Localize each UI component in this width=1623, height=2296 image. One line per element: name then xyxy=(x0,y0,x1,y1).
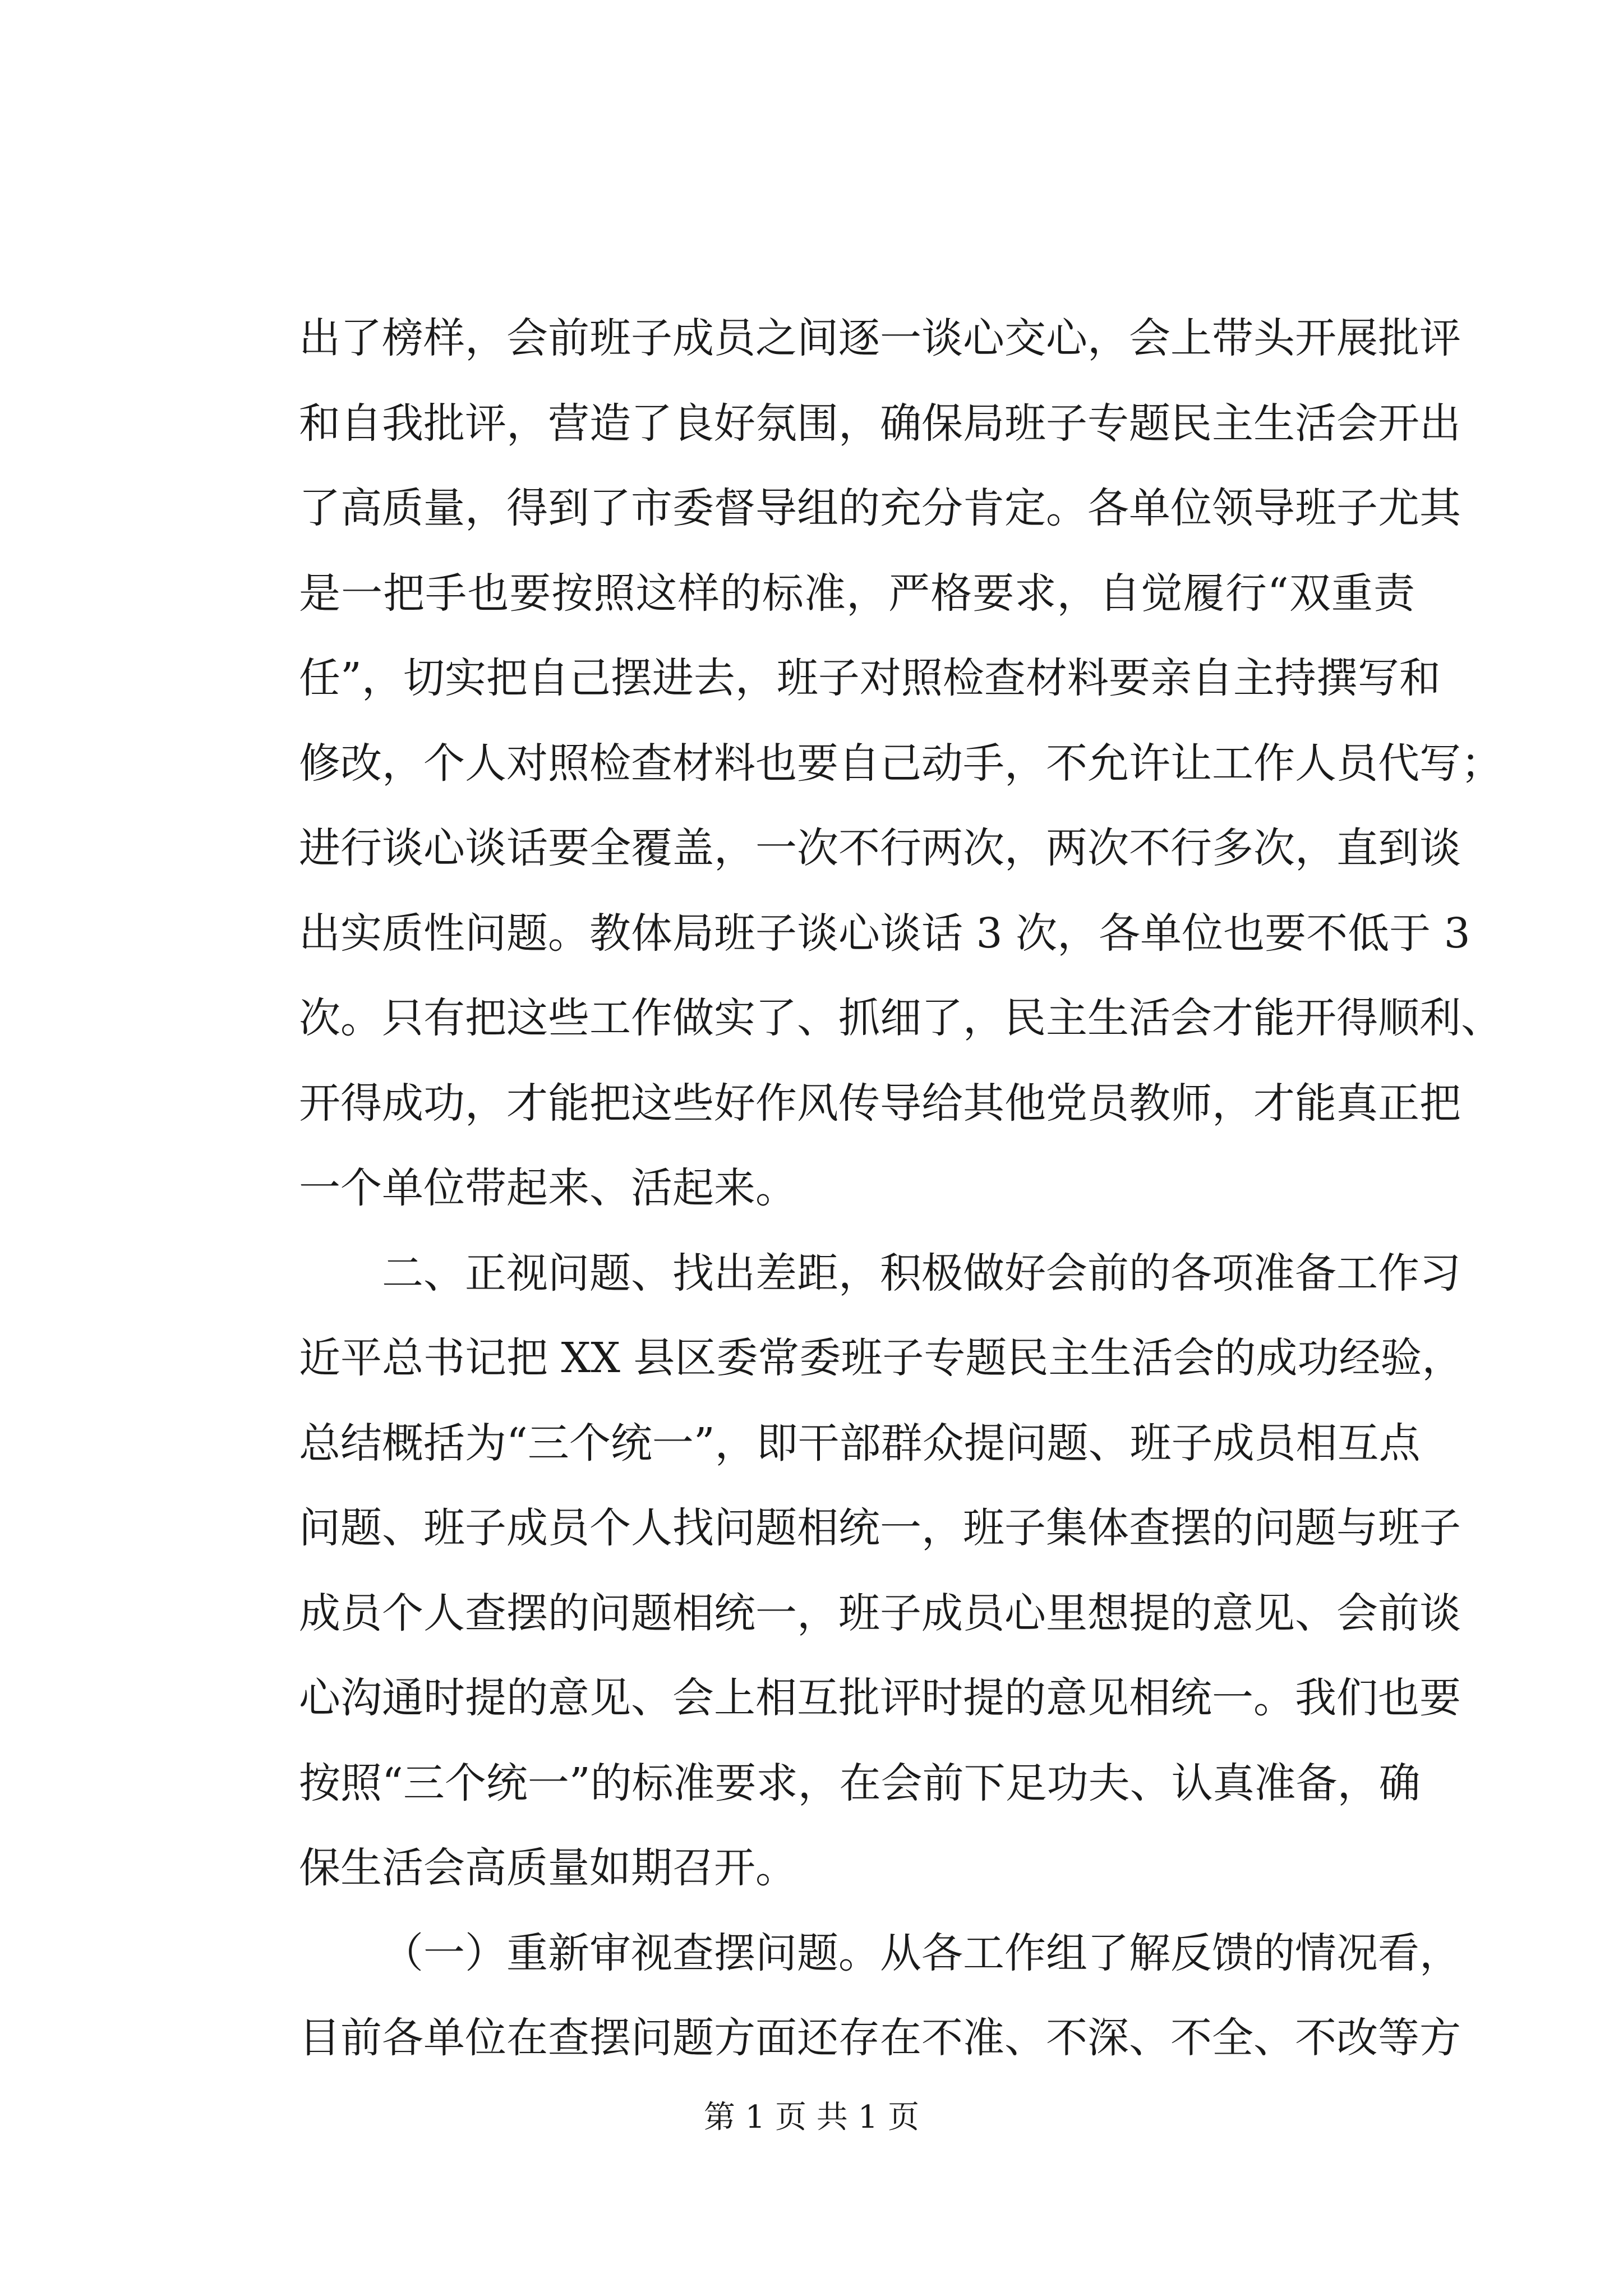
text-line: 出实质性问题。教体局班子谈心谈话 3 次，各单位也要不低于 3 xyxy=(299,909,1470,958)
text-line: 进行谈心谈话要全覆盖，一次不行两次，两次不行多次，直到谈 xyxy=(299,824,1461,872)
text-line: 问题、班子成员个人找问题相统一，班子集体查摆的问题与班子 xyxy=(299,1504,1461,1552)
text-line: 出了榜样，会前班子成员之间逐一谈心交心，会上带头开展批评 xyxy=(299,314,1461,362)
text-line: 成员个人查摆的问题相统一，班子成员心里想提的意见、会前谈 xyxy=(299,1589,1461,1637)
text-line: 开得成功，才能把这些好作风传导给其他党员教师，才能真正把 xyxy=(299,1079,1461,1128)
document-body xyxy=(299,296,1502,2081)
text-line: 一个单位带起来、活起来。 xyxy=(299,1164,797,1212)
text-line: 是一把手也要按照这样的标准，严格要求，自觉履行“双重责 xyxy=(299,569,1415,618)
text-line: 次。只有把这些工作做实了、抓细了，民主生活会才能开得顺利、 xyxy=(299,994,1502,1042)
text-line: 修改，个人对照检查材料也要自己动手，不允许让工作人员代写； xyxy=(299,739,1502,788)
text-line: 心沟通时提的意见、会上相互批评时提的意见相统一。我们也要 xyxy=(299,1674,1461,1722)
text-line: 近平总书记把 XX 县区委常委班子专题民主生活会的成功经验， xyxy=(299,1334,1464,1382)
text-line: 目前各单位在查摆问题方面还存在不准、不深、不全、不改等方 xyxy=(299,2014,1461,2062)
text-line: 了高质量，得到了市委督导组的充分肯定。各单位领导班子尤其 xyxy=(299,484,1461,532)
text-line: 和自我批评，营造了良好氛围，确保局班子专题民主生活会开出 xyxy=(299,399,1461,448)
subsection-heading-line: （一）重新审视查摆问题。从各工作组了解反馈的情况看， xyxy=(382,1929,1461,1977)
text-line: 按照“三个统一”的标准要求，在会前下足功夫、认真准备，确 xyxy=(299,1759,1421,1807)
text-line: 任”，切实把自己摆进去，班子对照检查材料要亲自主持撰写和 xyxy=(299,654,1441,702)
text-line: 保生活会高质量如期召开。 xyxy=(299,1844,797,1892)
text-line: 总结概括为“三个统一”，即干部群众提问题、班子成员相互点 xyxy=(299,1419,1421,1467)
page-footer: 第 1 页 共 1 页 xyxy=(703,2099,920,2136)
section-heading-line: 二、正视问题、找出差距，积极做好会前的各项准备工作习 xyxy=(382,1249,1461,1297)
